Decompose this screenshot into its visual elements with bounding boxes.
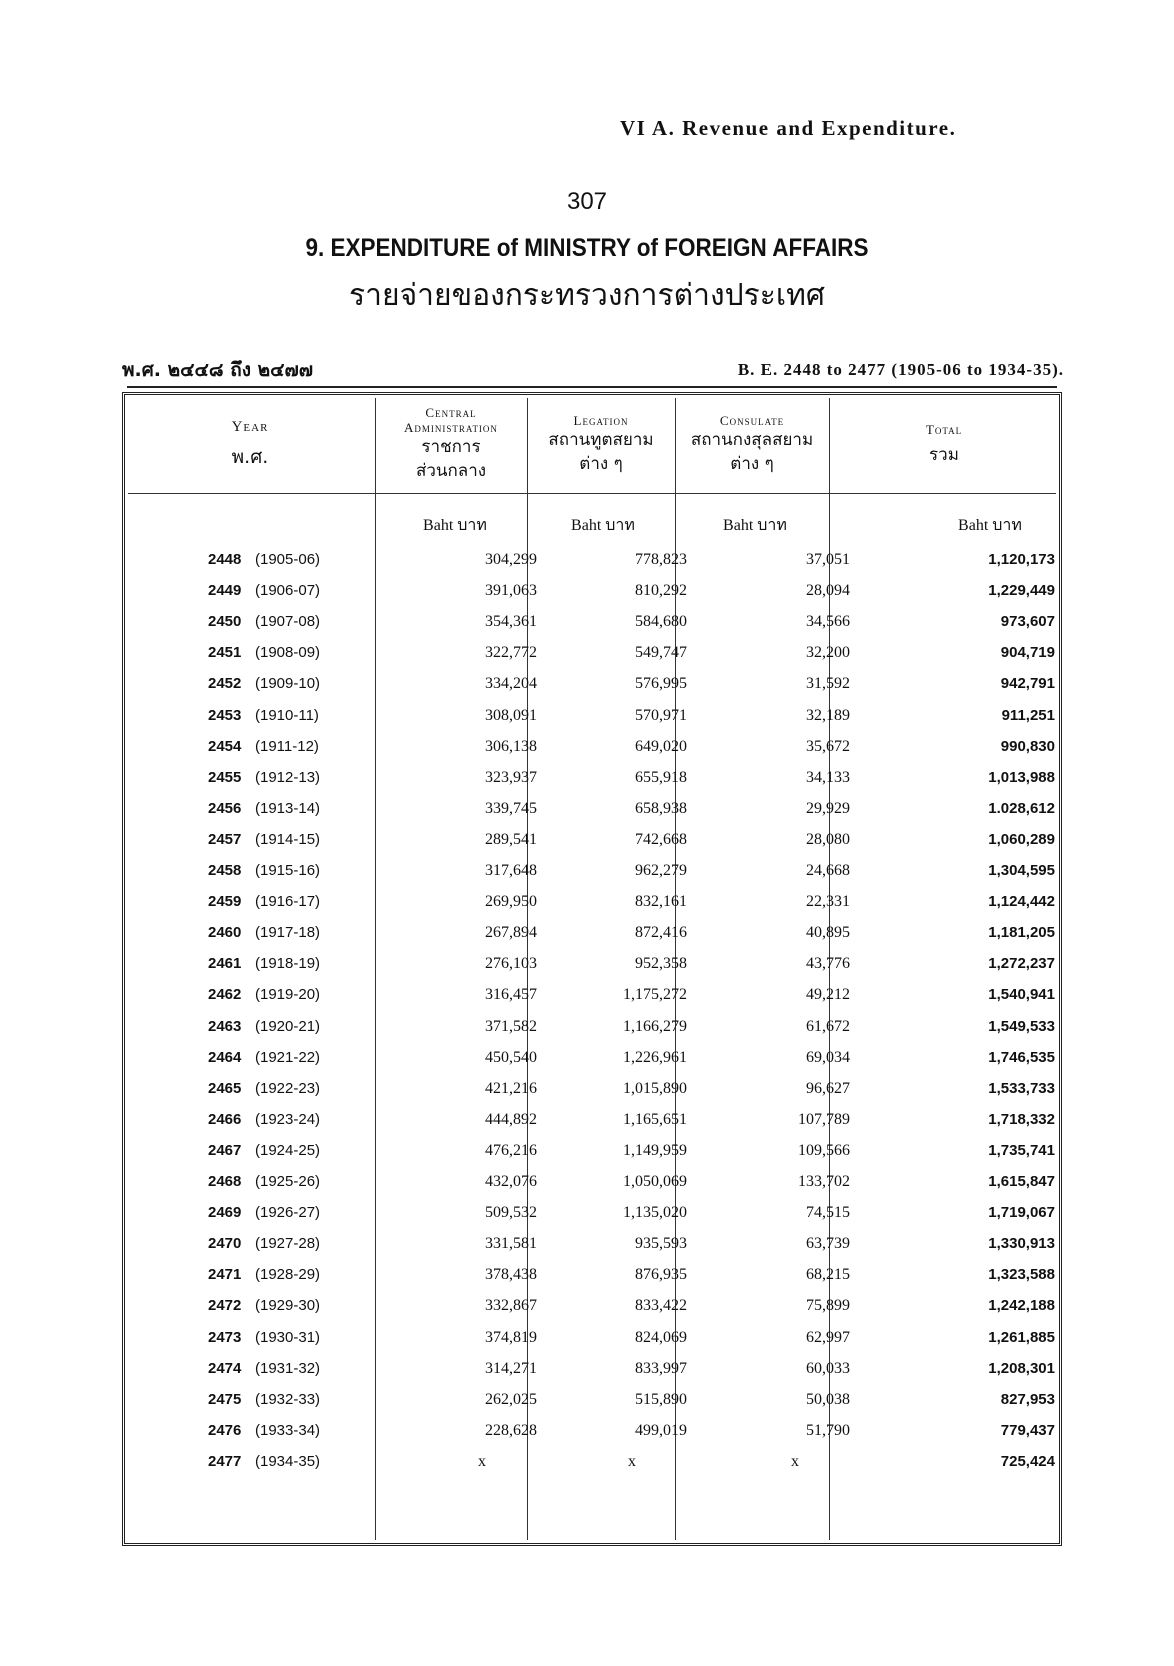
year-be-cell: 2450 (208, 613, 242, 631)
central-admin-cell: 444,892 (485, 1110, 537, 1128)
table-row (125, 1291, 1059, 1324)
table-row (125, 669, 1059, 702)
consulate-cell: 40,895 (806, 924, 850, 942)
year-ad-cell: (1913-14) (255, 799, 321, 817)
total-cell: 1,124,442 (988, 893, 1055, 911)
total-cell: 1,304,595 (988, 862, 1055, 879)
total-cell: 1.028,612 (988, 799, 1055, 817)
central-admin-cell: 316,457 (485, 986, 537, 1004)
year-be-cell: 2456 (208, 799, 242, 817)
consulate-cell: 62,997 (806, 1328, 850, 1346)
legation-cell: 833,422 (635, 1297, 687, 1315)
legation-cell: 549,747 (635, 644, 687, 662)
year-be-cell: 2452 (208, 675, 242, 693)
year-be-cell: 2454 (208, 737, 242, 755)
central-admin-cell: 304,299 (485, 551, 537, 568)
total-cell: 1,735,741 (988, 1141, 1055, 1159)
year-be-cell: 2459 (208, 893, 242, 911)
consulate-cell: 107,789 (798, 1110, 850, 1128)
table-row (125, 1105, 1059, 1138)
table-row (125, 1354, 1059, 1387)
unit-central-th: บาท (457, 515, 487, 534)
consulate-cell: 22,331 (806, 893, 850, 911)
page-number: 307 (566, 188, 608, 215)
table-row (125, 1074, 1059, 1107)
consulate-cell: 60,033 (806, 1359, 850, 1377)
total-cell: 1,060,289 (988, 830, 1055, 848)
year-be-cell: 2460 (208, 924, 242, 942)
legation-cell: 876,935 (635, 1266, 687, 1284)
central-admin-cell: 450,540 (485, 1048, 537, 1066)
consulate-cell: 49,212 (806, 986, 850, 1004)
legation-cell: 832,161 (635, 893, 687, 911)
header-central-th2: ส่วนกลาง (415, 461, 487, 481)
legation-cell: 833,997 (635, 1359, 687, 1377)
year-ad-cell: (1918-19) (255, 955, 321, 973)
year-be-cell: 2467 (208, 1141, 242, 1159)
legation-cell: 778,823 (635, 551, 687, 568)
year-ad-cell: (1916-17) (255, 893, 321, 911)
central-admin-cell: 228,628 (485, 1421, 537, 1439)
consulate-cell: 63,739 (806, 1235, 850, 1253)
legation-cell: 742,668 (635, 830, 687, 848)
consulate-cell: 133,702 (798, 1173, 850, 1190)
year-be-cell: 2474 (208, 1359, 242, 1377)
header-consulate-th1: สถานกงสุลสยาม (690, 429, 814, 450)
year-be-cell: 2448 (208, 551, 242, 568)
table-row (125, 545, 1059, 578)
total-cell: 911,251 (1001, 706, 1055, 724)
unit-legation-th: บาท (605, 515, 635, 534)
year-range-thai: พ.ศ. ๒๔๔๘ ถึง ๒๔๗๗ (122, 359, 314, 381)
header-central (375, 395, 527, 493)
table-row (125, 825, 1059, 858)
year-be-cell: 2472 (208, 1297, 242, 1315)
year-be-cell: 2476 (208, 1421, 242, 1439)
year-be-cell: 2461 (208, 955, 242, 973)
consulate-cell: 68,215 (806, 1266, 850, 1284)
central-admin-cell: 314,271 (485, 1359, 537, 1377)
central-admin-cell: 432,076 (485, 1173, 537, 1190)
legation-cell: 1,175,272 (623, 986, 687, 1004)
central-admin-cell: 476,216 (485, 1141, 537, 1159)
unit-legation (543, 513, 663, 538)
year-range-english: B. E. 2448 to 2477 (1905-06 to 1934-35). (737, 360, 1064, 379)
table-row (125, 1167, 1059, 1200)
unit-consulate-en: Baht (723, 517, 754, 534)
year-ad-cell: (1911-12) (255, 737, 319, 755)
table-row (125, 1136, 1059, 1169)
consulate-cell: 61,672 (806, 1017, 850, 1035)
legation-cell: 962,279 (635, 862, 687, 879)
page-title-thai: รายจ่ายของกระทรวงการต่างประเทศ (349, 278, 825, 313)
central-admin-cell: 378,438 (485, 1266, 537, 1284)
table-row (125, 887, 1059, 920)
total-cell: 1,323,588 (988, 1266, 1055, 1284)
year-be-cell: 2462 (208, 986, 242, 1004)
table-row (125, 607, 1059, 640)
total-cell: 1,229,449 (988, 582, 1055, 600)
year-ad-cell: (1912-13) (255, 768, 321, 786)
total-cell: 779,437 (1000, 1421, 1055, 1439)
year-ad-cell: (1921-22) (255, 1048, 321, 1066)
year-be-cell: 2471 (208, 1266, 242, 1284)
year-be-cell: 2473 (208, 1328, 242, 1346)
year-ad-cell: (1927-28) (255, 1235, 321, 1253)
header-central-th1: ราชการ (421, 437, 481, 457)
year-ad-cell: (1920-21) (255, 1017, 321, 1035)
legation-cell: 1,226,961 (623, 1048, 687, 1066)
total-cell: 1,272,237 (988, 955, 1055, 973)
consulate-cell: 96,627 (806, 1079, 850, 1097)
table-row (125, 949, 1059, 982)
header-legation (527, 395, 675, 493)
consulate-cell: 24,668 (806, 862, 850, 879)
consulate-cell: 109,566 (798, 1141, 850, 1159)
total-cell: 904,719 (1000, 644, 1055, 662)
table-row (125, 918, 1059, 951)
total-cell: 1,120,173 (988, 551, 1055, 568)
table-row (125, 1229, 1059, 1262)
header-divider (128, 493, 1056, 494)
year-be-cell: 2449 (208, 582, 242, 600)
total-cell: 725,424 (1000, 1452, 1055, 1470)
year-be-cell: 2458 (208, 862, 242, 879)
table-row (125, 1260, 1059, 1293)
total-cell: 1,719,067 (988, 1204, 1055, 1222)
header-total-en: Total (925, 421, 963, 437)
year-be-cell: 2468 (208, 1173, 242, 1190)
central-admin-cell: 306,138 (485, 737, 537, 755)
year-be-cell: 2451 (208, 644, 242, 662)
legation-cell: 570,971 (635, 706, 687, 724)
central-admin-cell: x (478, 1452, 486, 1470)
year-ad-cell: (1909-10) (255, 675, 321, 693)
central-admin-cell: 267,894 (485, 924, 537, 942)
total-cell: 1,208,301 (988, 1359, 1055, 1377)
consulate-cell: 31,592 (806, 675, 850, 693)
table-row (125, 732, 1059, 765)
central-admin-cell: 317,648 (485, 862, 537, 879)
year-be-cell: 2470 (208, 1235, 242, 1253)
legation-cell: 499,019 (635, 1421, 687, 1439)
consulate-cell: 28,080 (806, 830, 850, 848)
year-ad-cell: (1914-15) (255, 830, 321, 848)
central-admin-cell: 391,063 (485, 582, 537, 600)
consulate-cell: 32,189 (806, 706, 850, 724)
central-admin-cell: 371,582 (485, 1017, 537, 1035)
central-admin-cell: 334,204 (485, 675, 537, 693)
header-year (125, 395, 375, 493)
central-admin-cell: 339,745 (485, 799, 537, 817)
table-row (125, 1447, 1059, 1480)
consulate-cell: 35,672 (806, 737, 850, 755)
legation-cell: 649,020 (635, 737, 687, 755)
header-consulate-th2: ต่าง ๆ (730, 453, 774, 474)
header-legation-th2: ต่าง ๆ (579, 453, 623, 474)
consulate-cell: 32,200 (806, 644, 850, 662)
table-row (125, 856, 1059, 889)
header-legation-th1: สถานทูตสยาม (548, 429, 654, 450)
legation-cell: 952,358 (635, 955, 687, 973)
header-central-en1: Central (425, 405, 477, 420)
total-cell: 1,261,885 (988, 1328, 1055, 1346)
year-ad-cell: (1906-07) (255, 582, 321, 600)
total-cell: 990,830 (1000, 737, 1055, 755)
total-cell: 942,791 (1000, 675, 1055, 693)
expenditure-table (122, 392, 1062, 1546)
table-row (125, 1043, 1059, 1076)
total-cell: 1,181,205 (988, 924, 1055, 942)
central-admin-cell: 374,819 (485, 1328, 537, 1346)
consulate-cell: 34,566 (806, 613, 850, 631)
year-be-cell: 2464 (208, 1048, 242, 1066)
year-be-cell: 2453 (208, 706, 242, 724)
total-cell: 1,242,188 (988, 1297, 1055, 1315)
year-ad-cell: (1930-31) (255, 1328, 321, 1346)
header-legation-en: Legation (573, 412, 629, 428)
year-be-cell: 2469 (208, 1204, 242, 1222)
central-admin-cell: 421,216 (485, 1079, 537, 1097)
table-row (125, 638, 1059, 671)
year-be-cell: 2463 (208, 1017, 242, 1035)
year-ad-cell: (1915-16) (255, 862, 321, 879)
table-row (125, 794, 1059, 827)
consulate-cell: 43,776 (806, 955, 850, 973)
year-be-cell: 2477 (208, 1452, 242, 1470)
year-ad-cell: (1929-30) (255, 1297, 321, 1315)
year-ad-cell: (1910-11) (255, 706, 319, 724)
unit-total-th: บาท (992, 515, 1022, 534)
year-ad-cell: (1905-06) (255, 551, 321, 568)
total-cell: 1,549,533 (988, 1017, 1055, 1035)
year-ad-cell: (1931-32) (255, 1359, 321, 1377)
header-consulate (675, 395, 829, 493)
legation-cell: 872,416 (635, 924, 687, 942)
unit-consulate (695, 513, 815, 538)
year-ad-cell: (1907-08) (255, 613, 321, 631)
legation-cell: 935,593 (635, 1235, 687, 1253)
legation-cell: 824,069 (635, 1328, 687, 1346)
consulate-cell: x (791, 1452, 799, 1470)
year-ad-cell: (1926-27) (255, 1204, 321, 1222)
table-row (125, 1198, 1059, 1231)
year-ad-cell: (1917-18) (255, 924, 321, 942)
legation-cell: 658,938 (635, 799, 687, 817)
year-be-cell: 2465 (208, 1079, 242, 1097)
unit-central-en: Baht (423, 517, 454, 534)
table-row (125, 1416, 1059, 1449)
legation-cell: 655,918 (635, 768, 687, 786)
legation-cell: 1,166,279 (623, 1017, 687, 1035)
section-header: VI A. Revenue and Expenditure. (620, 116, 957, 140)
legation-cell: 584,680 (635, 613, 687, 631)
central-admin-cell: 323,937 (485, 768, 537, 786)
consulate-cell: 50,038 (806, 1390, 850, 1408)
year-ad-cell: (1924-25) (255, 1141, 321, 1159)
total-cell: 1,540,941 (988, 986, 1055, 1004)
table-row (125, 763, 1059, 796)
central-admin-cell: 289,541 (485, 830, 537, 848)
consulate-cell: 34,133 (806, 768, 850, 786)
consulate-cell: 37,051 (806, 551, 850, 568)
year-be-cell: 2457 (208, 830, 242, 848)
year-ad-cell: (1923-24) (255, 1110, 321, 1128)
central-admin-cell: 276,103 (485, 955, 537, 973)
unit-legation-en: Baht (571, 517, 602, 534)
total-cell: 1,330,913 (988, 1235, 1055, 1253)
unit-total (925, 513, 1055, 538)
legation-cell: 810,292 (635, 582, 687, 600)
header-year-th: พ.ศ. (231, 445, 269, 468)
header-total (829, 395, 1059, 493)
total-cell: 1,615,847 (988, 1173, 1055, 1190)
consulate-cell: 51,790 (806, 1421, 850, 1439)
unit-consulate-th: บาท (757, 515, 787, 534)
total-cell: 1,013,988 (988, 768, 1055, 786)
table-row (125, 1012, 1059, 1045)
central-admin-cell: 269,950 (485, 893, 537, 911)
year-ad-cell: (1932-33) (255, 1390, 321, 1408)
unit-total-en: Baht (958, 517, 989, 534)
table-row (125, 980, 1059, 1013)
total-cell: 1,533,733 (988, 1079, 1055, 1097)
legation-cell: 1,149,959 (623, 1141, 687, 1159)
unit-central (395, 513, 515, 538)
legation-cell: 1,135,020 (623, 1204, 687, 1222)
central-admin-cell: 262,025 (485, 1390, 537, 1408)
total-cell: 973,607 (1000, 613, 1055, 631)
year-be-cell: 2475 (208, 1390, 242, 1408)
header-central-en2: Administration (404, 420, 498, 435)
year-ad-cell: (1934-35) (255, 1452, 321, 1470)
year-be-cell: 2466 (208, 1110, 242, 1128)
year-ad-cell: (1908-09) (255, 644, 321, 662)
central-admin-cell: 509,532 (485, 1204, 537, 1222)
consulate-cell: 69,034 (806, 1048, 850, 1066)
legation-cell: 1,165,651 (623, 1110, 687, 1128)
consulate-cell: 29,929 (806, 799, 850, 817)
legation-cell: 515,890 (635, 1390, 687, 1408)
page-title: 9. EXPENDITURE of MINISTRY of FOREIGN AFFAIRS (305, 234, 869, 262)
unit-row (125, 513, 1059, 537)
total-cell: 1,746,535 (988, 1048, 1055, 1066)
year-ad-cell: (1919-20) (255, 986, 321, 1004)
central-admin-cell: 331,581 (485, 1235, 537, 1253)
consulate-cell: 74,515 (806, 1204, 850, 1222)
year-be-cell: 2455 (208, 768, 242, 786)
consulate-cell: 28,094 (806, 582, 850, 600)
header-total-th: รวม (929, 444, 959, 465)
header-year-en: Year (231, 418, 269, 435)
year-ad-cell: (1928-29) (255, 1266, 321, 1284)
total-cell: 1,718,332 (988, 1110, 1055, 1128)
year-ad-cell: (1925-26) (255, 1173, 321, 1190)
table-row (125, 1385, 1059, 1418)
legation-cell: 576,995 (635, 675, 687, 693)
header-consulate-en: Consulate (719, 412, 785, 428)
central-admin-cell: 332,867 (485, 1297, 537, 1315)
year-ad-cell: (1933-34) (255, 1421, 321, 1439)
year-ad-cell: (1922-23) (255, 1079, 321, 1097)
table-row (125, 701, 1059, 734)
table-row (125, 576, 1059, 609)
central-admin-cell: 354,361 (485, 613, 537, 631)
central-admin-cell: 322,772 (485, 644, 537, 662)
total-cell: 827,953 (1000, 1390, 1055, 1408)
table-row (125, 1323, 1059, 1356)
central-admin-cell: 308,091 (485, 706, 537, 724)
legation-cell: 1,050,069 (623, 1173, 687, 1190)
legation-cell: x (628, 1452, 636, 1470)
legation-cell: 1,015,890 (623, 1079, 687, 1097)
consulate-cell: 75,899 (806, 1297, 850, 1315)
